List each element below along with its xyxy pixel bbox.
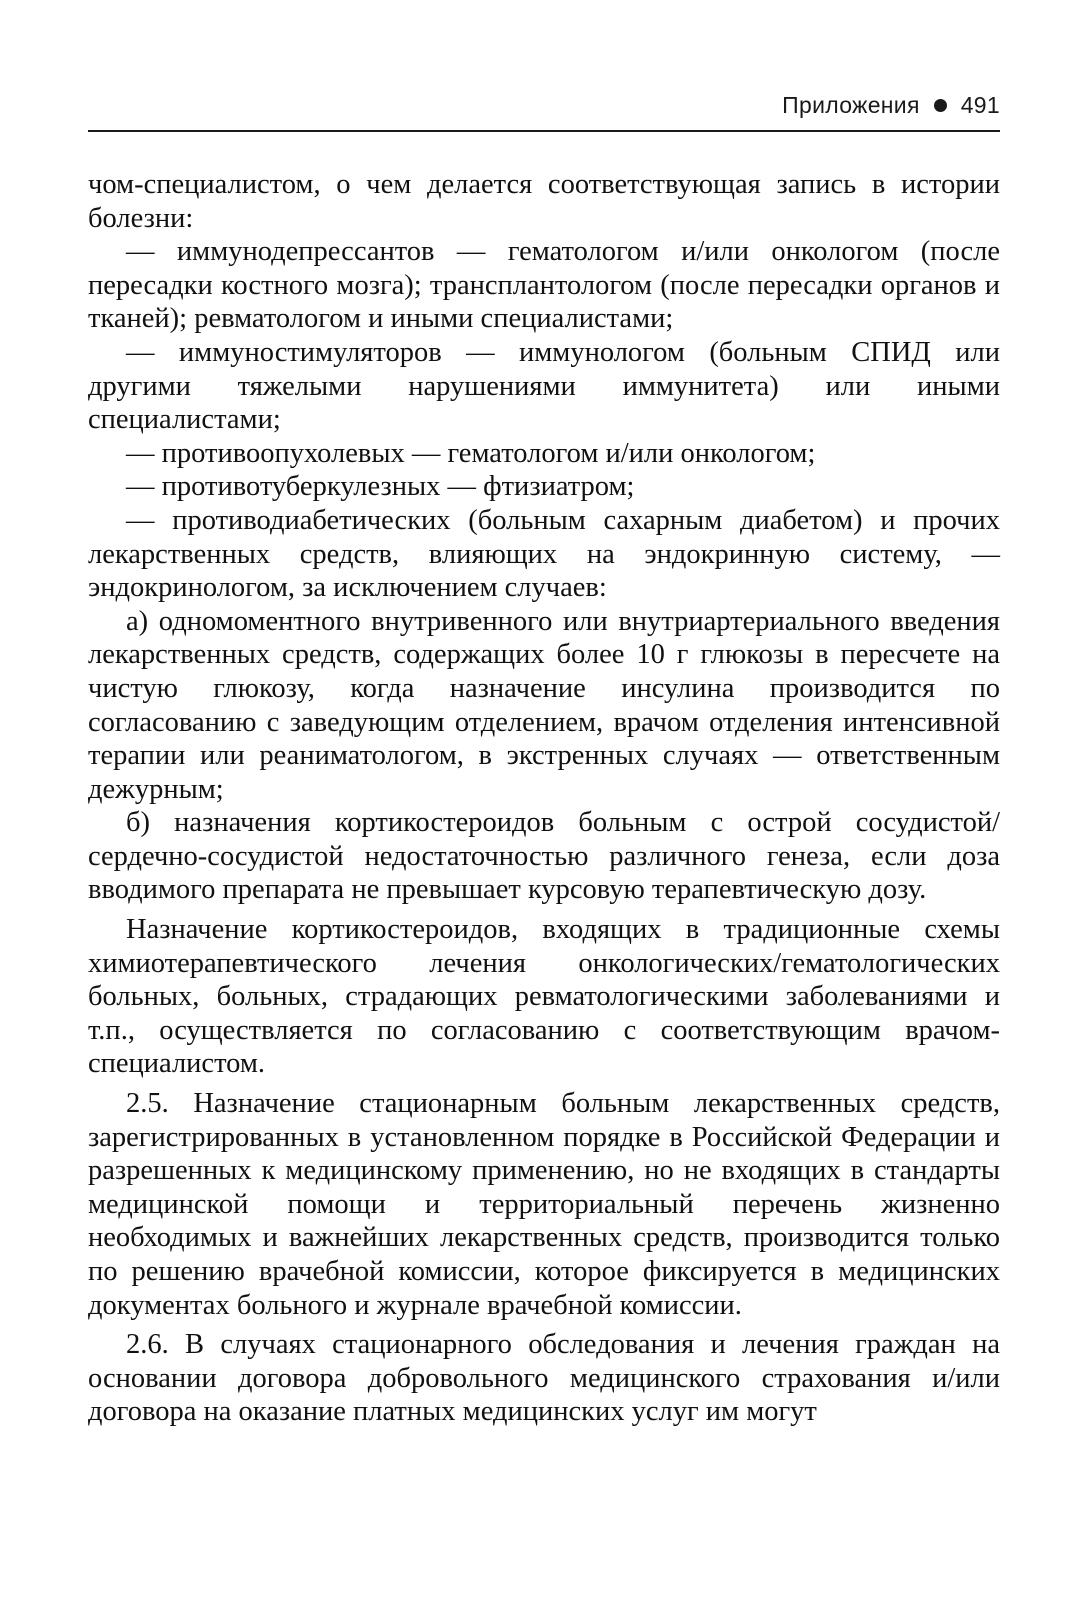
list-item-immunostimulators: — иммуностимуляторов — иммунологом (больным СПИД или другими тяжелыми нарушениями иммунитета) или иными специалистами; <box>88 336 1000 436</box>
exception-item-b: б) назначения кортикостероидов больным с острой сосудистой/сердечно-сосудистой недостаточностью различного генеза, если доза вводимого препарата не превышает курсовую терапевтическую дозу. <box>88 807 1000 906</box>
list-item-antidiabetic: — противодиабетических (больным сахарным диабетом) и прочих лекарственных средств, влияющих на эндокринную систему, — эндокринологом, за исключением случаев: <box>88 504 1000 604</box>
paragraph-section-2-5: 2.5. Назначение стационарным больным лекарственных средств, зарегистрированных в установленном порядке в Российской Федерации и разрешенных к медицинскому применению, но не входящих в стандарты медицинской помощи и территориальный перечень жизненно необходимых и важнейших лекарственных средств, производится только по решению врачебной комиссии, которое фиксируется в медицинских документах больного и журнале врачебной комиссии. <box>88 1088 1000 1321</box>
body-text <box>88 168 1000 1429</box>
paragraph-continuation: чом-специалистом, о чем делается соответствующая запись в истории болезни: <box>88 169 1000 234</box>
bullet-icon <box>934 99 947 112</box>
header-rule <box>88 130 1000 132</box>
page-number: 491 <box>960 92 1000 118</box>
list-item-antituberculosis: — противотуберкулезных — фтизиатром; <box>126 471 635 503</box>
running-head <box>782 92 1000 119</box>
list-item-antitumor: — противоопухолевых — гематологом и/или онкологом; <box>126 437 816 469</box>
section-title: Приложения <box>782 92 920 118</box>
paragraph-section-2-6: 2.6. В случаях стационарного обследования и лечения граждан на основании договора добровольного медицинского страхования и/или договора на оказание платных медицинских услуг им могут <box>88 1329 1000 1428</box>
list-item-immunosuppressants: — иммунодепрессантов — гематологом и/или онкологом (после пересадки костного мозга); трансплантологом (после пересадки органов и тканей); ревматологом и иными специалистами; <box>88 236 1000 335</box>
paragraph-corticosteroids: Назначение кортикостероидов, входящих в традиционные схемы химиотерапевтического лечения онкологических/гематологических больных, больных, страдающих ревматологическими заболеваниями и т.п., осуществляется по согласованию с соответствующим врачом-специалистом. <box>88 914 1000 1080</box>
exception-item-a: а) одномоментного внутривенного или внутриартериального введения лекарственных средств, содержащих более 10 г глюкозы в пересчете на чистую глюкозу, когда назначение инсулина производится по согласованию с заведующим отделением, врачом отделения интенсивной терапии или реаниматологом, в экстренных случаях — ответственным дежурным; <box>88 605 1000 805</box>
